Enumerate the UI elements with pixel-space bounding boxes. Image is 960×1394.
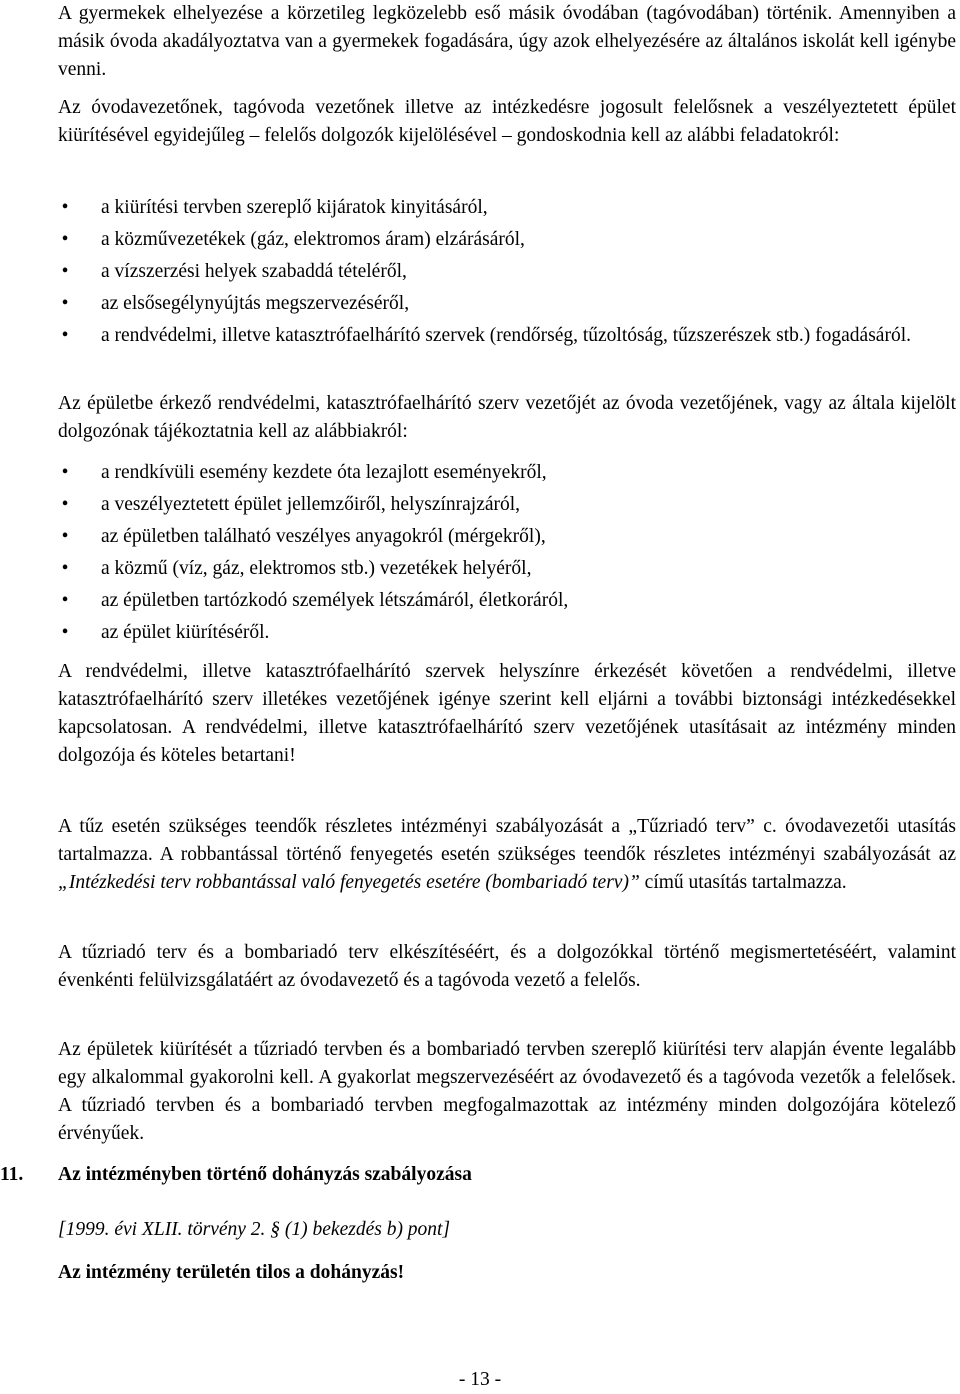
paragraph-plan-responsibility: A tűzriadó terv és a bombariadó terv elkészítéséért, és a dolgozókkal történő megismertetéséért, valamint évenkénti felülvizsgálatáért az óvodavezető és a tagóvoda vezető a felelős.: [58, 942, 956, 991]
bullet-icon: •: [61, 558, 69, 579]
list-item: • a vízszerzési helyek szabaddá tételéről,: [58, 258, 956, 286]
bullet-icon: •: [61, 197, 69, 218]
bullet-icon: •: [61, 622, 69, 643]
list-item: • a közművezetékek (gáz, elektromos áram) elzárásáról,: [58, 226, 956, 254]
bullet-icon: •: [61, 229, 69, 250]
bullet-icon: •: [61, 325, 69, 346]
list-item: • az épület kiürítéséről.: [58, 619, 956, 647]
section-number: 11.: [0, 1164, 24, 1185]
evacuation-task-list: [58, 194, 956, 354]
smoking-ban-notice: Az intézmény területén tilos a dohányzás!: [58, 1262, 405, 1283]
paragraph-fire-plan: A tűz esetén szükséges teendők részletes intézményi szabályozását a „Tűzriadó terv” c. óvodavezetői utasítás tartalmazza. A robbantással történő fenyegetés esetén szükséges teendők részletes intézményi szabályozását az „Intézkedési terv robbantással való fenyegetés esetére (bombariadó terv)” című utasítás tartalmazza.: [58, 816, 956, 893]
bullet-icon: •: [61, 526, 69, 547]
list-item: • az épületben tartózkodó személyek létszámáról, életkoráról,: [58, 587, 956, 615]
list-item: • a veszélyeztetett épület jellemzőiről, helyszínrajzáról,: [58, 491, 956, 519]
list-item: • a közmű (víz, gáz, elektromos stb.) vezetékek helyéről,: [58, 555, 956, 583]
page-number: - 13 -: [458, 1369, 502, 1390]
paragraph-authority-instructions: A rendvédelmi, illetve katasztrófaelhárító szervek helyszínre érkezését követően a rendvédelmi, illetve katasztrófaelhárító szerv illetékes vezetőjének igénye szerint kell eljárni a további biztonsági intézkedésekkel kapcsolatosan. A rendvédelmi, illetve katasztrófaelhárító szerv vezetőjének utasításait az intézmény minden dolgozója és köteles betartani!: [58, 661, 956, 766]
paragraph-drills: Az épületek kiürítését a tűzriadó tervben és a bombariadó tervben szereplő kiürítési terv alapján évente legalább egy alkalommal gyakorolni kell. A gyakorlat megszervezéséért az óvodavezető és a tagóvoda vezetők a felelősek. A tűzriadó tervben és a bombariadó tervben megfogalmazottak az intézmény minden dolgozójára kötelező érvényűek.: [58, 1039, 956, 1144]
legal-reference: [1999. évi XLII. törvény 2. § (1) bekezdés b) pont]: [58, 1219, 451, 1240]
bullet-icon: •: [61, 494, 69, 515]
bomb-plan-title: „Intézkedési terv robbantással való fenyegetés esetére (bombariadó terv)”: [58, 872, 640, 893]
list-item: • a rendkívüli esemény kezdete óta lezajlott eseményekről,: [58, 459, 956, 487]
bullet-icon: •: [61, 590, 69, 611]
paragraph-briefing: Az épületbe érkező rendvédelmi, katasztrófaelhárító szerv vezetőjét az óvoda vezetőjének, vagy az általa kijelölt dolgozónak tájékoztatnia kell az alábbiakról:: [58, 393, 956, 442]
bullet-icon: •: [61, 261, 69, 282]
briefing-topic-list: [58, 459, 956, 651]
list-item: • az épületben található veszélyes anyagokról (mérgekről),: [58, 523, 956, 551]
list-item: • az elsősegélynyújtás megszervezéséről,: [58, 290, 956, 318]
paragraph-evacuation-duties: Az óvodavezetőnek, tagóvoda vezetőnek illetve az intézkedésre jogosult felelősnek a veszélyeztetett épület kiürítésével egyidejűleg – felelős dolgozók kijelölésével – gondoskodnia kell az alábbi feladatokról:: [58, 97, 956, 146]
section-title: Az intézményben történő dohányzás szabályozása: [58, 1164, 472, 1185]
bullet-icon: •: [61, 293, 69, 314]
list-item: • a rendvédelmi, illetve katasztrófaelhárító szervek (rendőrség, tűzoltóság, tűzszerészek stb.) fogadásáról.: [58, 322, 956, 350]
bullet-icon: •: [61, 462, 69, 483]
list-item: • a kiürítési tervben szereplő kijáratok kinyitásáról,: [58, 194, 956, 222]
paragraph-relocation: A gyermekek elhelyezése a körzetileg legközelebb eső másik óvodában (tagóvodában) történik. Amennyiben a másik óvoda akadályoztatva van a gyermekek fogadására, úgy azok elhelyezésére az általános iskolát kell igénybe venni.: [58, 3, 956, 80]
